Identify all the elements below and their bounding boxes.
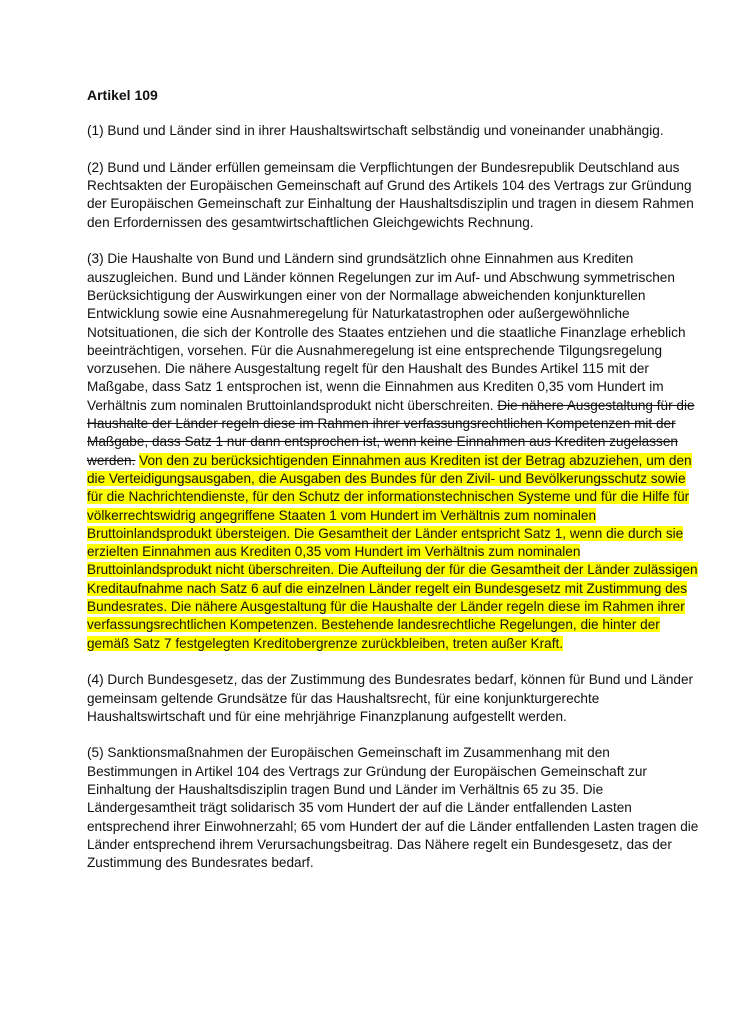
paragraph-2: (2) Bund und Länder erfüllen gemeinsam die Verpflichtungen der Bundesrepublik Deutschland aus Rechtsakten der Europäischen Gemeinschaft auf Grund des Artikels 104 des Vertrags zur Gründung der Europäischen Gemeinschaft zur Einhaltung der Haushaltsdisziplin und tragen in diesem Rahmen den Erfordernissen des gesamtwirtschaftlichen Gleichgewichts Rechnung.	[87, 159, 694, 230]
paragraph-4: (4) Durch Bundesgesetz, das der Zustimmung des Bundesrates bedarf, können für Bund und Länder gemeinsam geltende Grundsätze für das Haushaltsrecht, für eine konjunkturgerechte Haushaltswirtschaft und für eine mehrjährige Finanzplanung aufgestellt werden.	[87, 672, 694, 724]
paragraph-3-struck-text: Die nähere Ausgestaltung für die Haushalte der Länder regeln diese im Rahmen ihrer verfassungsrechtlichen Kompetenzen mit der Maßgabe, dass Satz 1 nur dann entsprochen ist, wenn keine Einnahmen aus Krediten zugelassen werden.	[87, 397, 695, 468]
paragraph-1: (1) Bund und Länder sind in ihrer Haushaltswirtschaft selbständig und voneinander unabhängig.	[87, 123, 664, 139]
paragraph-3	[87, 250, 700, 653]
article-title: Artikel 109	[87, 87, 158, 103]
paragraph-5: (5) Sanktionsmaßnahmen der Europäischen Gemeinschaft im Zusammenhang mit den Bestimmungen in Artikel 104 des Vertrags zur Gründung der Europäischen Gemeinschaft zur Einhaltung der Haushaltsdisziplin tragen Bund und Länder im Verhältnis 65 zu 35. Die Ländergesamtheit trägt solidarisch 35 vom Hundert der auf die Länder entfallenden Lasten entsprechend ihrer Einwohnerzahl; 65 vom Hundert der auf die Länder entfallenden Lasten tragen die Länder entsprechend ihrem Verursachungsbeitrag. Das Nähere regelt ein Bundesgesetz, das der Zustimmung des Bundesrates bedarf.	[87, 745, 699, 871]
paragraph-3-highlighted-text: Von den zu berücksichtigenden Einnahmen aus Krediten ist der Betrag abzuziehen, um den die Verteidigungsausgaben, die Ausgaben des Bundes für den Zivil- und Bevölkerungsschutz sowie für die Nachrichtendienste, für den Schutz der informationstechnischen Systeme und für die Hilfe für völkerrechtswidrig angegriffene Staaten 1 vom Hundert im Verhältnis zum nominalen Bruttoinlandsprodukt übersteigen. Die Gesamtheit der Länder entspricht Satz 1, wenn die durch sie erzielten Einnahmen aus Krediten 0,35 vom Hundert im Verhältnis zum nominalen Bruttoinlandsprodukt nicht überschreiten. Die Aufteilung der für die Gesamtheit der Länder zulässigen Kreditaufnahme nach Satz 6 auf die einzelnen Länder regelt ein Bundesgesetz mit Zustimmung des Bundesrates. Die nähere Ausgestaltung für die Haushalte der Länder regeln diese im Rahmen ihrer verfassungsrechtlichen Kompetenzen. Bestehende landesrechtliche Regelungen, die hinter der gemäß Satz 7 festgelegten Kreditobergrenze zurückbleiben, treten außer Kraft.	[87, 452, 698, 651]
paragraph-3-text: (3) Die Haushalte von Bund und Ländern sind grundsätzlich ohne Einnahmen aus Krediten auszugleichen. Bund und Länder können Regelungen zur im Auf- und Abschwung symmetrischen Berücksichtigung der Auswirkungen einer von der Normallage abweichenden konjunkturellen Entwicklung sowie eine Ausnahmeregelung für Naturkatastrophen oder außergewöhnliche Notsituationen, die sich der Kontrolle des Staates entziehen und die staatliche Finanzlage erheblich beeinträchtigen, vorsehen. Für die Ausnahmeregelung ist eine entsprechende Tilgungsregelung vorzusehen. Die nähere Ausgestaltung regelt für den Haushalt des Bundes Artikel 115 mit der Maßgabe, dass Satz 1 entsprochen ist, wenn die Einnahmen aus Krediten 0,35 vom Hundert im Verhältnis zum nominalen Bruttoinlandsprodukt nicht überschreiten.	[87, 251, 686, 413]
